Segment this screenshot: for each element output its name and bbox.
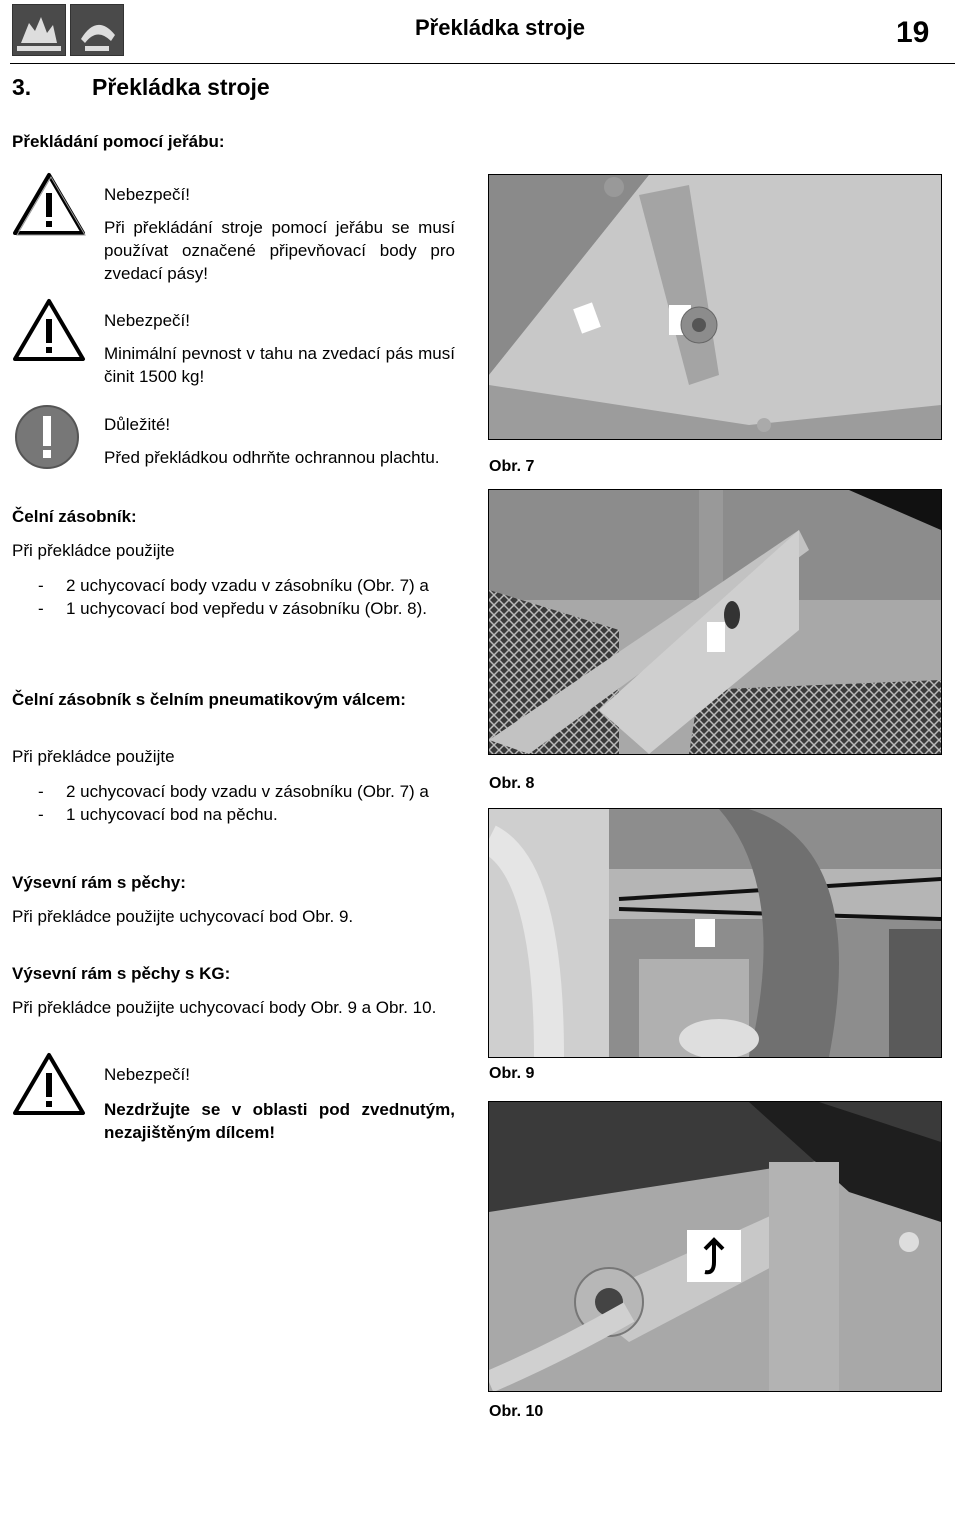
danger-text: Při překládání stroje pomocí jeřábu se musí používat označené připevňovací body pro zvedací pásy! (104, 218, 455, 283)
figure-7-photo (488, 174, 942, 440)
figure-9-photo (488, 808, 942, 1058)
bbg-logo (70, 4, 124, 56)
danger-label: Nebezpečí! (104, 311, 190, 330)
figure-8-caption: Obr. 8 (489, 775, 535, 792)
frame-kg-text: Při překládce použijte uchycovací body Obr. 9 a Obr. 10. (12, 998, 437, 1017)
section-title: Překládka stroje (92, 74, 270, 100)
warning-triangle-icon (12, 172, 86, 241)
danger-text: Nezdržujte se v oblasti pod zvednutým, nezajištěným dílcem! (104, 1100, 455, 1142)
front-hopper-list (12, 574, 455, 620)
danger-text: Minimální pevnost v tahu na zvedací pás musí činit 1500 kg! (104, 344, 455, 386)
list-item: - 1 uchycovací bod vepředu v zásobníku (Obr. 8). (38, 599, 427, 618)
list-item: - 2 uchycovací body vzadu v zásobníku (Obr. 7) a (38, 576, 429, 595)
warning-triangle-icon (12, 298, 86, 367)
front-hopper-heading: Čelní zásobník: (12, 507, 137, 526)
danger-label: Nebezpečí! (104, 185, 190, 204)
important-text: Před překládkou odhrňte ochrannou plachtu. (104, 448, 440, 467)
crane-heading: Překládání pomocí jeřábu: (12, 132, 225, 151)
list-item: - 1 uchycovací bod na pěchu. (38, 805, 278, 824)
exclamation-circle-icon (14, 404, 80, 475)
figure-8-photo (488, 489, 942, 755)
header-divider (10, 63, 955, 64)
front-hopper-roller-list (12, 780, 455, 826)
front-hopper-roller-intro: Při překládce použijte (12, 747, 175, 766)
important-note (104, 413, 455, 469)
section-number: 3. (12, 74, 32, 100)
warning-triangle-icon (12, 1052, 86, 1121)
frame-text: Při překládce použijte uchycovací bod Obr. 9. (12, 907, 354, 926)
danger-note-2 (104, 309, 455, 388)
final-danger-note (104, 1063, 455, 1144)
section-heading (12, 74, 270, 101)
danger-note-1 (104, 183, 455, 285)
amazone-logo (12, 4, 66, 56)
page-number: 19 (896, 16, 930, 49)
front-hopper-intro: Při překládce použijte (12, 541, 175, 560)
list-item: - 2 uchycovací body vzadu v zásobníku (Obr. 7) a (38, 782, 429, 801)
important-label: Důležité! (104, 415, 171, 434)
header-title: Překládka stroje (415, 15, 585, 40)
danger-label: Nebezpečí! (104, 1065, 190, 1084)
frame-kg-heading: Výsevní rám s pěchy s KG: (12, 964, 231, 983)
figure-10-photo (488, 1101, 942, 1392)
front-hopper-roller-heading: Čelní zásobník s čelním pneumatikovým válcem: (12, 690, 406, 709)
frame-heading: Výsevní rám s pěchy: (12, 873, 186, 892)
figure-10-caption: Obr. 10 (489, 1403, 544, 1420)
figure-7-caption: Obr. 7 (489, 458, 535, 475)
figure-9-caption: Obr. 9 (489, 1065, 535, 1082)
